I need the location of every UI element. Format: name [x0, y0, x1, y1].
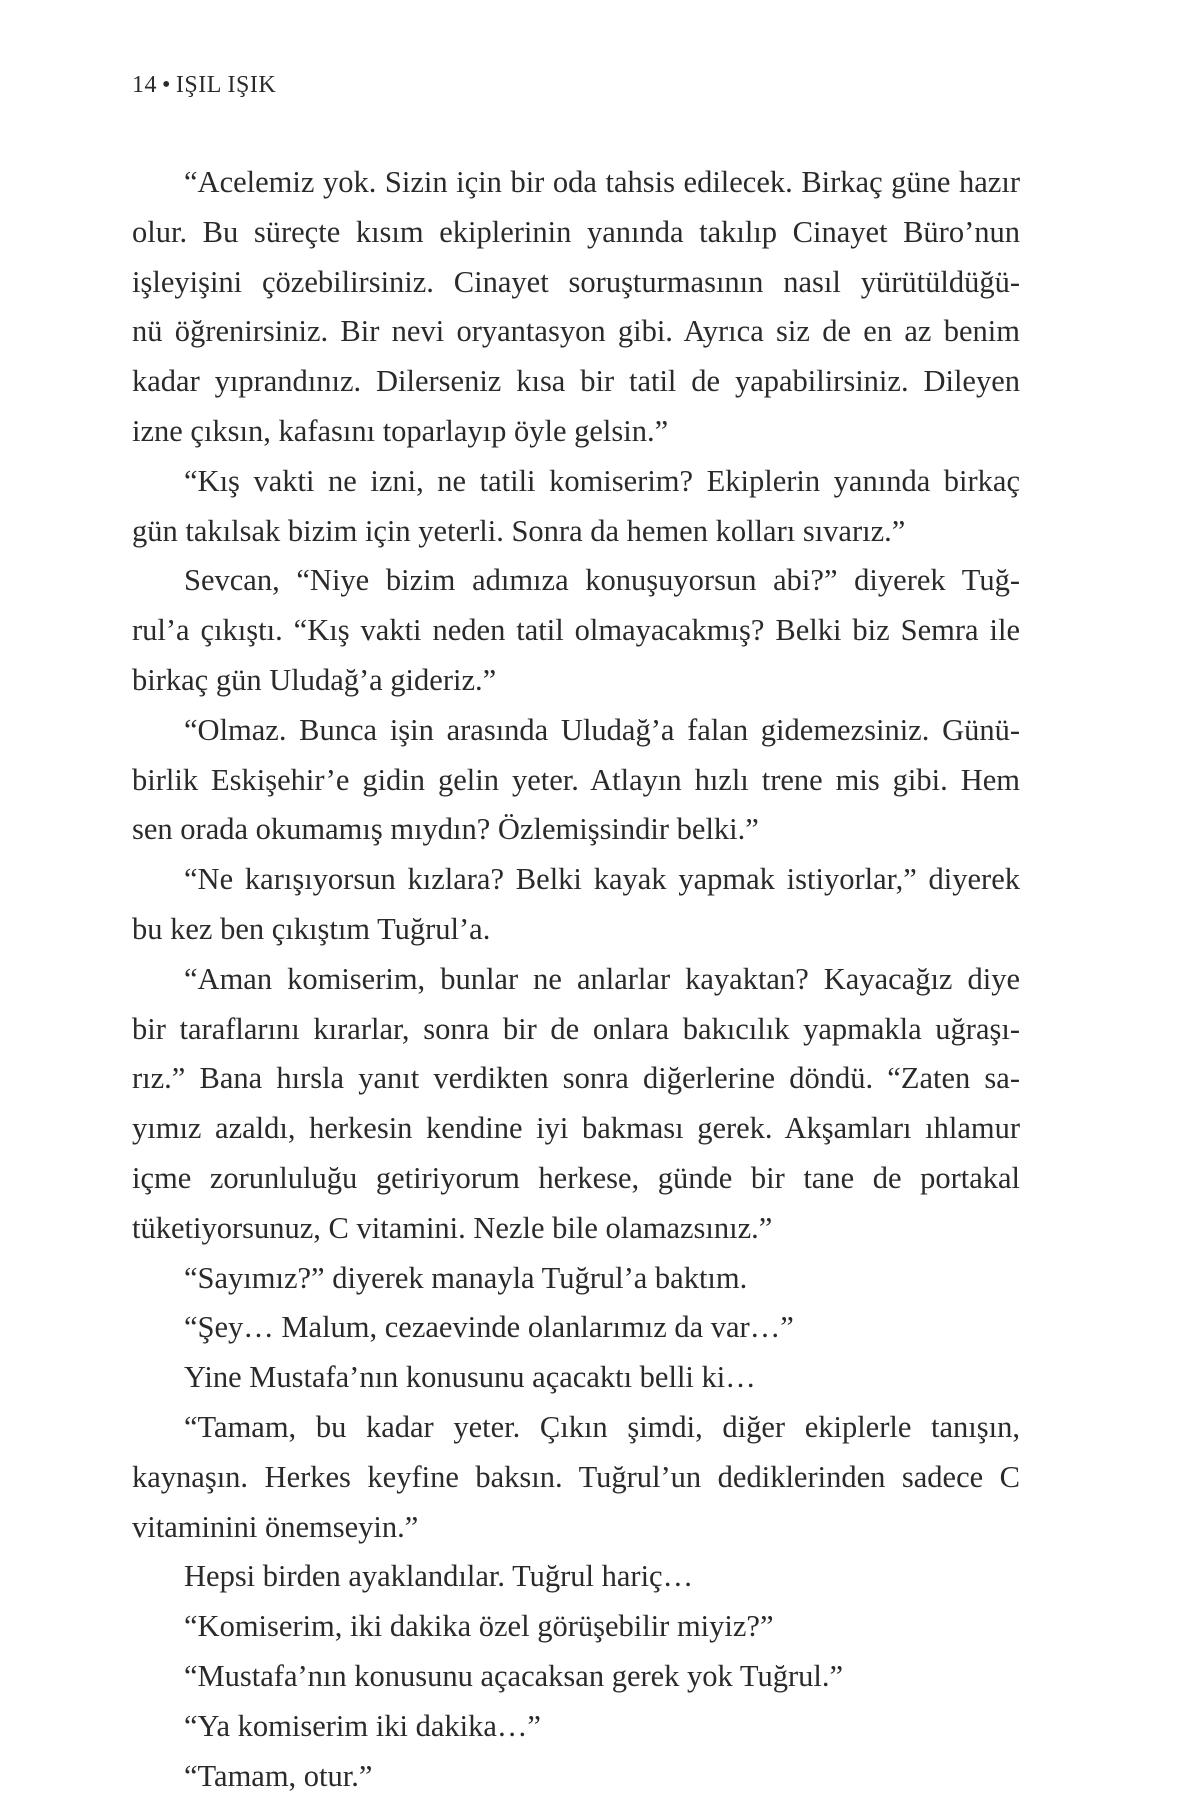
text-line: rul’a çıkıştı. “Kış vakti neden tatil olmayacakmış? Belki biz Semra ile — [132, 606, 1020, 656]
paragraph — [184, 457, 1020, 557]
text-line: sen orada okumamış mıydın? Özlemişsindir belki.” — [132, 805, 1020, 855]
text-line: “Mustafa’nın konusunu açacaksan gerek yok Tuğrul.” — [184, 1652, 1020, 1702]
paragraph — [184, 955, 1020, 1254]
text-line: tüketiyorsunuz, C vitamini. Nezle bile olamazsınız.” — [132, 1204, 1020, 1254]
paragraph — [184, 1254, 1020, 1304]
text-line: işleyişini çözebilirsiniz. Cinayet soruşturmasının nasıl yürütüldüğü- — [132, 258, 1020, 308]
text-line: içme zorunluluğu getiriyorum herkese, günde bir tane de portakal — [132, 1154, 1020, 1204]
text-line: yımız azaldı, herkesin kendine iyi bakması gerek. Akşamları ıhlamur — [132, 1104, 1020, 1154]
paragraph — [184, 1552, 1020, 1602]
text-line: nü öğrenirsiniz. Bir nevi oryantasyon gibi. Ayrıca siz de en az benim — [132, 307, 1020, 357]
paragraph — [184, 158, 1020, 457]
paragraph — [184, 1652, 1020, 1702]
text-line: vitaminini önemseyin.” — [132, 1503, 1020, 1553]
text-line: Hepsi birden ayaklandılar. Tuğrul hariç… — [184, 1552, 1020, 1602]
paragraph — [184, 706, 1020, 855]
paragraph — [184, 855, 1020, 955]
text-line: birlik Eskişehir’e gidin gelin yeter. Atlayın hızlı trene mis gibi. Hem — [132, 756, 1020, 806]
paragraph — [184, 1602, 1020, 1652]
text-line: “Tamam, bu kadar yeter. Çıkın şimdi, diğer ekiplerle tanışın, — [184, 1403, 1020, 1453]
header-separator: • — [162, 72, 171, 98]
text-line: “Komiserim, iki dakika özel görüşebilir miyiz?” — [184, 1602, 1020, 1652]
page-number: 14 — [132, 72, 157, 98]
text-line: kaynaşın. Herkes keyfine baksın. Tuğrul’un dediklerinden sadece C — [132, 1453, 1020, 1503]
text-line: “Acelemiz yok. Sizin için bir oda tahsis edilecek. Birkaç güne hazır — [184, 158, 1020, 208]
text-line: bu kez ben çıkıştım Tuğrul’a. — [132, 905, 1020, 955]
paragraph — [184, 1702, 1020, 1752]
text-line: Sevcan, “Niye bizim adımıza konuşuyorsun abi?” diyerek Tuğ- — [184, 556, 1020, 606]
text-line: “Olmaz. Bunca işin arasında Uludağ’a falan gidemezsiniz. Günü- — [184, 706, 1020, 756]
text-line: rız.” Bana hırsla yanıt verdikten sonra diğerlerine döndü. “Zaten sa- — [132, 1054, 1020, 1104]
text-line: bir taraflarını kırarlar, sonra bir de onlara bakıcılık yapmakla uğraşı- — [132, 1005, 1020, 1055]
text-line: “Ya komiserim iki dakika…” — [184, 1702, 1020, 1752]
body-text — [184, 158, 1020, 1801]
paragraph — [184, 1403, 1020, 1552]
text-line: olur. Bu süreçte kısım ekiplerinin yanında takılıp Cinayet Büro’nun — [132, 208, 1020, 258]
text-line: “Şey… Malum, cezaevinde olanlarımız da var…” — [184, 1303, 1020, 1353]
paragraph — [184, 556, 1020, 705]
text-line: “Tamam, otur.” — [184, 1752, 1020, 1801]
paragraph — [184, 1353, 1020, 1403]
paragraph — [184, 1752, 1020, 1801]
text-line: kadar yıprandınız. Dilerseniz kısa bir tatil de yapabilirsiniz. Dileyen — [132, 357, 1020, 407]
text-line: “Ne karışıyorsun kızlara? Belki kayak yapmak istiyorlar,” diyerek — [184, 855, 1020, 905]
author-name: IŞIL IŞIK — [176, 72, 276, 98]
text-line: “Kış vakti ne izni, ne tatili komiserim? Ekiplerin yanında birkaç — [184, 457, 1020, 507]
text-line: gün takılsak bizim için yeterli. Sonra da hemen kolları sıvarız.” — [132, 507, 1020, 557]
text-line: birkaç gün Uludağ’a gideriz.” — [132, 656, 1020, 706]
text-line: Yine Mustafa’nın konusunu açacaktı belli ki… — [184, 1353, 1020, 1403]
running-header — [132, 70, 276, 100]
paragraph — [184, 1303, 1020, 1353]
text-line: “Aman komiserim, bunlar ne anlarlar kayaktan? Kayacağız diye — [184, 955, 1020, 1005]
text-line: “Sayımız?” diyerek manayla Tuğrul’a baktım. — [184, 1254, 1020, 1304]
text-line: izne çıksın, kafasını toparlayıp öyle gelsin.” — [132, 407, 1020, 457]
